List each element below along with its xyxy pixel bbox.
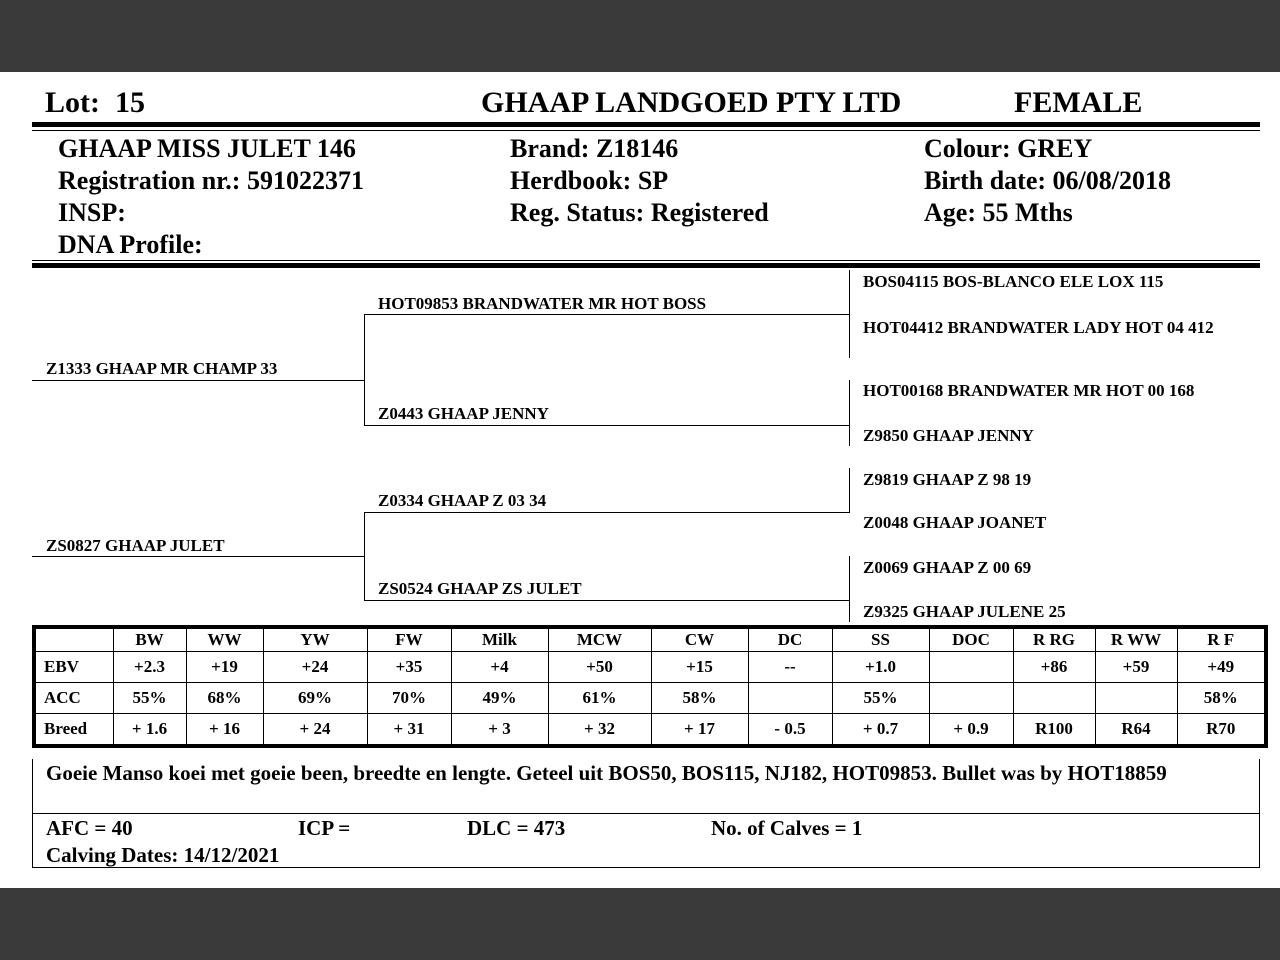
table-header-cell: FW: [367, 627, 451, 652]
table-row-acc: [34, 683, 1266, 714]
pedigree-g3-5: Z9819 GHAAP Z 98 19: [863, 470, 1032, 489]
table-cell: [1013, 683, 1095, 714]
calves-field: No. of Calves = 1: [711, 816, 863, 840]
table-cell: + 3: [451, 714, 548, 747]
table-cell: +49: [1177, 652, 1266, 683]
pedigree-line: [364, 512, 850, 513]
header-rule-thin: [32, 130, 1260, 131]
pedigree-line: [849, 468, 850, 512]
lot-value: 15: [115, 86, 145, 119]
pedigree-line: [849, 270, 850, 358]
table-cell: +86: [1013, 652, 1095, 683]
brand-field: Brand: Z18146: [510, 134, 679, 163]
table-header-cell: YW: [263, 627, 367, 652]
pedigree-g3-1: BOS04115 BOS-BLANCO ELE LOX 115: [863, 272, 1164, 291]
table-cell: R64: [1095, 714, 1177, 747]
table-cell: + 17: [651, 714, 748, 747]
pedigree-line: [849, 380, 850, 446]
herdbook-field: Herdbook: SP: [510, 166, 669, 195]
table-cell: 58%: [651, 683, 748, 714]
birth-date-field: Birth date: 06/08/2018: [924, 166, 1171, 195]
table-header-row: [34, 627, 1266, 652]
breeder-name: GHAAP LANDGOED PTY LTD: [481, 86, 902, 119]
table-cell: +4: [451, 652, 548, 683]
comment-text: Goeie Manso koei met goeie been, breedte en lengte. Geteel uit BOS50, BOS115, NJ182, HOT09853. Bullet was by HOT18859: [46, 761, 1167, 785]
table-cell: +19: [186, 652, 263, 683]
table-header-cell: CW: [651, 627, 748, 652]
table-cell: --: [748, 652, 832, 683]
pedigree-line: [364, 600, 850, 601]
table-cell: +35: [367, 652, 451, 683]
pedigree-dam-sire: Z0334 GHAAP Z 03 34: [378, 491, 547, 510]
pedigree-g3-2: HOT04412 BRANDWATER LADY HOT 04 412: [863, 318, 1214, 337]
table-cell: 70%: [367, 683, 451, 714]
table-cell: + 32: [548, 714, 651, 747]
animal-info-right: [924, 133, 1171, 229]
table-cell: 68%: [186, 683, 263, 714]
info-rule-thick: [32, 263, 1260, 268]
pedigree-line: [32, 556, 365, 557]
pedigree-dam-dam: ZS0524 GHAAP ZS JULET: [378, 579, 582, 598]
animal-info-left: [58, 133, 364, 261]
sale-catalogue-page: [0, 72, 1280, 888]
table-header-cell: Milk: [451, 627, 548, 652]
table-row-ebv: [34, 652, 1266, 683]
table-cell: [929, 652, 1013, 683]
pedigree-g3-3: HOT00168 BRANDWATER MR HOT 00 168: [863, 381, 1195, 400]
reg-status-field: Reg. Status: Registered: [510, 198, 769, 227]
table-cell: +15: [651, 652, 748, 683]
pedigree-sire: Z1333 GHAAP MR CHAMP 33: [46, 359, 278, 378]
table-cell: +24: [263, 652, 367, 683]
table-header-cell: DOC: [929, 627, 1013, 652]
registration-number: Registration nr.: 591022371: [58, 166, 364, 195]
table-cell: R100: [1013, 714, 1095, 747]
colour-field: Colour: GREY: [924, 134, 1093, 163]
table-cell: + 1.6: [113, 714, 186, 747]
afc-field: AFC = 40: [46, 816, 133, 840]
pedigree-g3-4: Z9850 GHAAP JENNY: [863, 426, 1034, 445]
header-rule-thick: [32, 122, 1260, 127]
pedigree-line: [364, 315, 365, 425]
pedigree-g3-6: Z0048 GHAAP JOANET: [863, 513, 1047, 532]
table-header-cell: BW: [113, 627, 186, 652]
row-label: ACC: [34, 683, 113, 714]
table-cell: 58%: [1177, 683, 1266, 714]
table-cell: 61%: [548, 683, 651, 714]
table-cell: +1.0: [832, 652, 929, 683]
pedigree-g3-8: Z9325 GHAAP JULENE 25: [863, 602, 1066, 621]
table-row-breed: [34, 714, 1266, 747]
age-field: Age: 55 Mths: [924, 198, 1073, 227]
info-rule-thin: [32, 260, 1260, 261]
table-header-cell: R WW: [1095, 627, 1177, 652]
pedigree-line: [849, 556, 850, 622]
table-cell: R70: [1177, 714, 1266, 747]
table-cell: +2.3: [113, 652, 186, 683]
table-cell: 49%: [451, 683, 548, 714]
table-header-cell: DC: [748, 627, 832, 652]
pedigree-dam: ZS0827 GHAAP JULET: [46, 536, 225, 555]
table-cell: 69%: [263, 683, 367, 714]
lot-number: [45, 86, 145, 120]
table-cell: [929, 683, 1013, 714]
lot-label: Lot:: [45, 86, 100, 119]
pedigree-sire-dam: Z0443 GHAAP JENNY: [378, 404, 549, 423]
table-header-cell: R RG: [1013, 627, 1095, 652]
pedigree-line: [364, 314, 850, 315]
dlc-field: DLC = 473: [467, 816, 566, 840]
table-cell: + 0.7: [832, 714, 929, 747]
animal-name: GHAAP MISS JULET 146: [58, 134, 356, 163]
icp-field: ICP =: [298, 816, 351, 840]
table-cell: +50: [548, 652, 651, 683]
pedigree-line: [364, 512, 365, 601]
notes-box: [32, 759, 1260, 868]
table-header-cell: [34, 627, 113, 652]
table-cell: [748, 683, 832, 714]
calving-dates-field: Calving Dates: 14/12/2021: [46, 843, 280, 867]
notes-divider: [33, 813, 1259, 814]
pedigree-line: [32, 380, 365, 381]
table-cell: + 0.9: [929, 714, 1013, 747]
table-cell: - 0.5: [748, 714, 832, 747]
pedigree-g3-7: Z0069 GHAAP Z 00 69: [863, 558, 1032, 577]
table-cell: [1095, 683, 1177, 714]
insp-field: INSP:: [58, 198, 126, 227]
pedigree-line: [364, 425, 850, 426]
table-cell: 55%: [113, 683, 186, 714]
pedigree-sire-sire: HOT09853 BRANDWATER MR HOT BOSS: [378, 294, 707, 313]
table-header-cell: MCW: [548, 627, 651, 652]
table-cell: + 24: [263, 714, 367, 747]
row-label: EBV: [34, 652, 113, 683]
animal-info-middle: [510, 133, 769, 229]
table-cell: +59: [1095, 652, 1177, 683]
table-cell: + 31: [367, 714, 451, 747]
table-header-cell: R F: [1177, 627, 1266, 652]
row-label: Breed: [34, 714, 113, 747]
table-cell: 55%: [832, 683, 929, 714]
table-header-cell: WW: [186, 627, 263, 652]
ebv-table: [32, 625, 1268, 748]
dna-profile-field: DNA Profile:: [58, 230, 203, 259]
table-cell: + 16: [186, 714, 263, 747]
table-header-cell: SS: [832, 627, 929, 652]
animal-sex: FEMALE: [1014, 86, 1143, 119]
